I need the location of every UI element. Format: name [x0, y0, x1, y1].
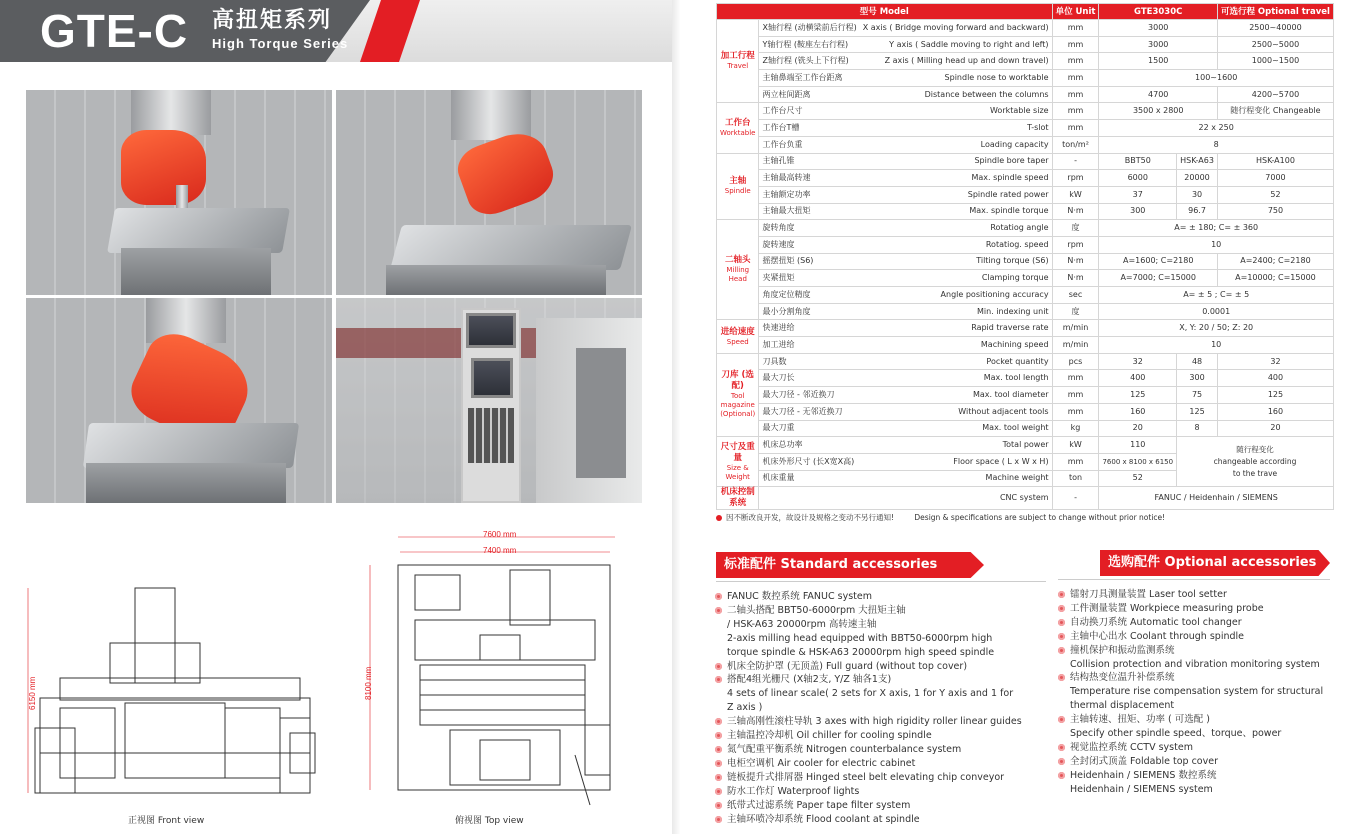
- table-row: 摇摆扭矩 (S6) Tilting torque (S6) N·m A=1600; C=2180 A=2400; C=2180: [717, 253, 1334, 270]
- table-row: 最大刀长 Max. tool length mm 400 300 400: [717, 370, 1334, 387]
- table-row: 最大刀径 - 邻近换刀 Max. tool diameter mm 125 75 125: [717, 387, 1334, 404]
- table-row: 最小分割角度 Min. indexing unit 度 0.0001: [717, 303, 1334, 320]
- optional-accessories-heading: 选购配件 Optional accessories: [1100, 550, 1330, 576]
- spec-header-row: [717, 4, 1334, 20]
- table-row: Z轴行程 (铣头上下行程) Z axis ( Milling head up and down travel) mm 1500 1000~1500: [717, 53, 1334, 70]
- list-item: 2-axis milling head equipped with BBT50-6000rpm high: [727, 632, 993, 644]
- list-item: 主轴中心出水 Coolant through spindle: [1057, 630, 1337, 644]
- top-width-outer-dim: 7600 mm: [483, 530, 517, 539]
- table-row: 主轴 Spindle 主轴孔锥 Spindle bore taper - BBT50 HSK-A63 HSK-A100: [717, 153, 1334, 170]
- top-depth-dim: 8100 mm: [364, 666, 373, 700]
- cnc-panel-photo: [336, 298, 642, 503]
- table-row: Y轴行程 (鞍座左右行程) Y axis ( Saddle moving to right and left) mm 3000 2500~5000: [717, 36, 1334, 53]
- list-item: Collision protection and vibration monitoring system: [1070, 658, 1320, 670]
- top-width-inner-dim: 7400 mm: [483, 546, 517, 555]
- bullet-icon: [716, 515, 722, 521]
- size-optional-note: 随行程变化 changeable according to the trave: [1177, 437, 1334, 487]
- list-item: 电柜空调机 Air cooler for electric cabinet: [714, 757, 1044, 771]
- table-row: 机床控制系统 CNC system - FANUC / Heidenhain / SIEMENS: [717, 487, 1334, 510]
- machine-photo-1: [26, 90, 332, 295]
- series-title-cn: 高扭矩系列: [212, 8, 333, 33]
- table-row: 最大刀径 - 无邻近换刀 Without adjacent tools mm 160 125 160: [717, 403, 1334, 420]
- list-item: 主轴转速、扭矩、功率 ( 可选配 ): [1057, 713, 1337, 727]
- list-item: / HSK-A63 20000rpm 高转速主轴: [727, 618, 877, 630]
- front-height-dim: 6150 mm: [28, 676, 37, 710]
- group-tool-magazine: 刀库 (选配) Tool magazine (Optional): [717, 353, 759, 436]
- table-row: 旋转速度 Rotatiog. speed rpm 10: [717, 236, 1334, 253]
- table-row: 加工行程 Travel X轴行程 (动横梁前后行程) X axis ( Bridge moving forward and backward) mm 3000 2500~40000: [717, 20, 1334, 37]
- list-item: 防水工作灯 Waterproof lights: [714, 785, 1044, 799]
- header-optional: 可选行程 Optional travel: [1217, 4, 1333, 20]
- front-view-caption: 正视图 Front view: [128, 816, 205, 826]
- list-item: Z axis ): [727, 702, 763, 714]
- machine-photo-3: [26, 298, 332, 503]
- table-row: 角度定位精度 Angle positioning accuracy sec A= ± 5 ; C= ± 5: [717, 287, 1334, 304]
- list-item: 全封闭式顶盖 Foldable top cover: [1057, 755, 1337, 769]
- series-title-en: High Torque Series: [212, 36, 349, 51]
- list-item: 主轴温控冷却机 Oil chiller for cooling spindle: [714, 729, 1044, 743]
- list-item: 纸带式过滤系统 Paper tape filter system: [714, 799, 1044, 813]
- list-item: Specify other spindle speed、torque、power: [1070, 728, 1282, 740]
- header-model: 型号 Model: [717, 4, 1053, 20]
- table-row: 最大刀重 Max. tool weight kg 20 8 20: [717, 420, 1334, 437]
- list-item: thermal displacement: [1070, 700, 1175, 712]
- list-item: 搭配4组光栅尺 (X轴2支, Y/Z 轴各1支): [714, 673, 1044, 687]
- change-notice: 因不断改良开发，故设计及规格之变动不另行通知! Design & specifications are subject to change without prior notice!: [716, 512, 1165, 523]
- machine-photo-2: [336, 90, 642, 295]
- list-item: 视觉监控系统 CCTV system: [1057, 741, 1337, 755]
- table-row: 主轴最高转速 Max. spindle speed rpm 6000 20000 7000: [717, 170, 1334, 187]
- list-item: torque spindle & HSK-A63 20000rpm high speed spindle: [727, 646, 995, 658]
- top-view-drawing: [360, 525, 630, 815]
- group-worktable: 工作台 Worktable: [717, 103, 759, 153]
- table-row: 加工进给 Machining speed m/min 10: [717, 337, 1334, 354]
- list-item: Heidenhain / SIEMENS system: [1070, 783, 1213, 795]
- list-item: 结构热变位温升补偿系统: [1057, 671, 1337, 685]
- front-view-drawing: [20, 578, 340, 808]
- list-item: 三轴高刚性滚柱导轨 3 axes with high rigidity roller linear guides: [714, 715, 1044, 729]
- group-speed: 进给速度 Speed: [717, 320, 759, 353]
- list-item: 链板提升式排屑器 Hinged steel belt elevating chip conveyor: [714, 771, 1044, 785]
- list-item: 机床全防护罩 (无顶盖) Full guard (without top cover): [714, 660, 1044, 674]
- table-row: 两立柱间距离 Distance between the columns mm 4700 4200~5700: [717, 86, 1334, 103]
- table-row: 主轴鼻端至工作台距离 Spindle nose to worktable mm 100~1600: [717, 70, 1334, 87]
- table-row: 夹紧扭矩 Clamping torque N·m A=7000; C=15000 A=10000; C=15000: [717, 270, 1334, 287]
- header-gte: GTE3030C: [1099, 4, 1218, 20]
- table-row: 刀库 (选配) Tool magazine (Optional) 刀具数 Pocket quantity pcs 32 48 32: [717, 353, 1334, 370]
- table-row: 机床外形尺寸 (长X宽X高) Floor space ( L x W x H) mm 7600 x 8100 x 6150: [717, 453, 1334, 470]
- list-item: 氮气配重平衡系统 Nitrogen counterbalance system: [714, 743, 1044, 757]
- left-page: [0, 0, 672, 834]
- list-item: 主轴环喷冷却系统 Flood coolant at spindle: [714, 813, 1044, 827]
- table-row: 主轴最大扭矩 Max. spindle torque N·m 300 96.7 750: [717, 203, 1334, 220]
- optional-accessories-list: [1057, 588, 1337, 797]
- header-unit: 单位 Unit: [1052, 4, 1099, 20]
- group-milling-head: 二轴头 Milling Head: [717, 220, 759, 320]
- model-title: GTE-C: [40, 5, 189, 57]
- table-row: 工作台 Worktable 工作台尺寸 Worktable size mm 3500 x 2800 随行程变化 Changeable: [717, 103, 1334, 120]
- table-row: 机床重量 Machine weight ton 52: [717, 470, 1334, 487]
- list-item: FANUC 数控系统 FANUC system: [714, 590, 1044, 604]
- divider: [1058, 579, 1330, 580]
- page-gutter: [672, 0, 680, 834]
- list-item: Heidenhain / SIEMENS 数控系统: [1057, 769, 1337, 783]
- header-band: [0, 0, 672, 62]
- group-travel: 加工行程 Travel: [717, 20, 759, 103]
- table-row: 工作台负重 Loading capacity ton/m² 8: [717, 136, 1334, 153]
- list-item: 二轴头搭配 BBT50-6000rpm 大扭矩主轴: [714, 604, 1044, 618]
- table-row: 工作台T槽 T-slot mm 22 x 250: [717, 120, 1334, 137]
- top-view-caption: 俯视图 Top view: [455, 816, 524, 826]
- standard-accessories-list: [714, 590, 1044, 826]
- list-item: 自动换刀系统 Automatic tool changer: [1057, 616, 1337, 630]
- table-row: 主轴额定功率 Spindle rated power kW 37 30 52: [717, 186, 1334, 203]
- group-spindle: 主轴 Spindle: [717, 153, 759, 220]
- group-cnc: 机床控制系统: [717, 487, 759, 510]
- divider: [716, 581, 1046, 582]
- spec-table: [716, 3, 1334, 510]
- list-item: 4 sets of linear scale( 2 sets for X axis, 1 for Y axis and 1 for: [727, 688, 1014, 700]
- list-item: 工件测量装置 Workpiece measuring probe: [1057, 602, 1337, 616]
- list-item: 镭射刀具测量装置 Laser tool setter: [1057, 588, 1337, 602]
- table-row: 进给速度 Speed 快速进给 Rapid traverse rate m/min X, Y: 20 / 50; Z: 20: [717, 320, 1334, 337]
- table-row: 二轴头 Milling Head 旋转角度 Rotatiog angle 度 A= ± 180; C= ± 360: [717, 220, 1334, 237]
- header-red-stripe: [360, 0, 420, 62]
- list-item: 撞机保护和振动监测系统: [1057, 644, 1337, 658]
- table-row: 尺寸及重量 Size & Weight 机床总功率 Total power kW 110 随行程变化 changeable according to the trave: [717, 437, 1334, 454]
- standard-accessories-heading: 标准配件 Standard accessories: [716, 552, 984, 578]
- list-item: Temperature rise compensation system for structural: [1070, 686, 1324, 698]
- group-size-weight: 尺寸及重量 Size & Weight: [717, 437, 759, 487]
